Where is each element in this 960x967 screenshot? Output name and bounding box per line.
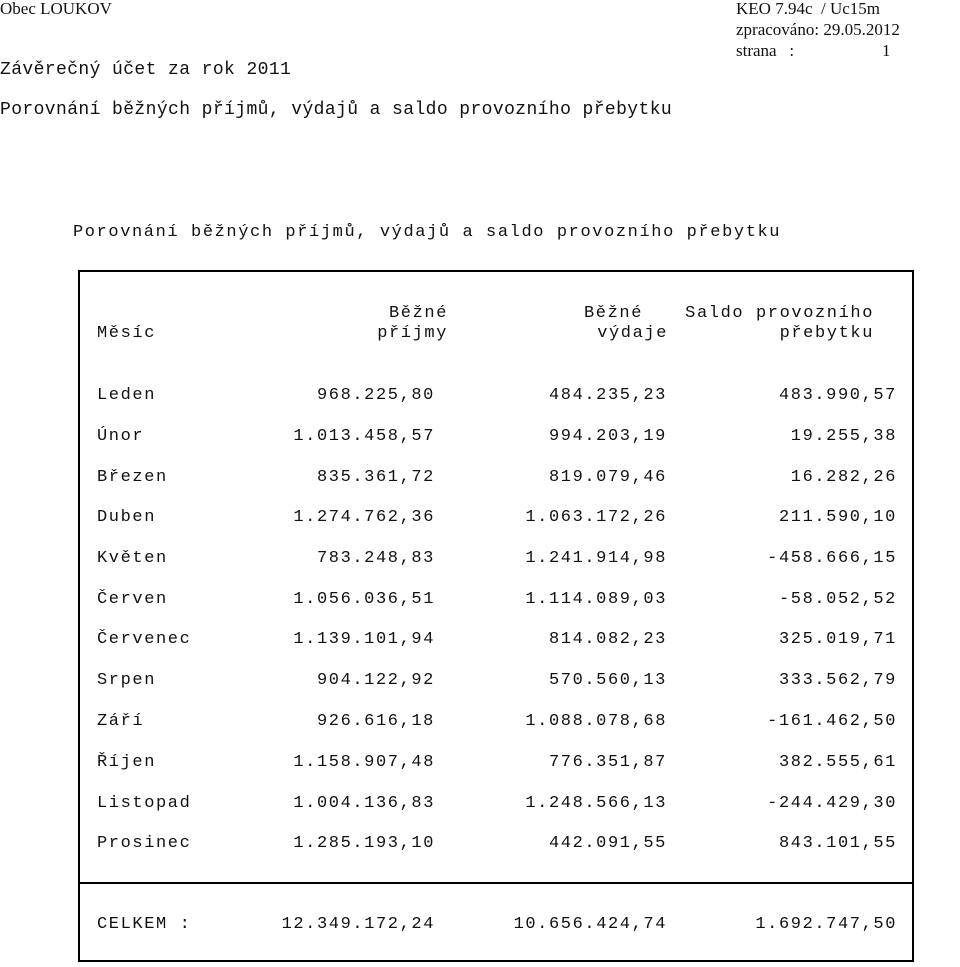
- table-frame: [78, 270, 914, 962]
- row-balance: 16.282,26: [790, 468, 897, 487]
- row-expense: 570.560,13: [548, 671, 667, 690]
- row-balance: 211.590,10: [778, 508, 897, 527]
- row-expense: 814.082,23: [548, 630, 667, 649]
- page-label: strana :: [736, 41, 795, 60]
- row-expense: 1.114.089,03: [525, 590, 667, 609]
- row-income: 926.616,18: [316, 712, 435, 731]
- row-month: Říjen: [97, 753, 157, 772]
- header-expense-line2: výdaje: [597, 324, 668, 343]
- organization-name: Obec LOUKOV: [0, 0, 112, 18]
- row-balance: 19.255,38: [790, 427, 897, 446]
- row-month: Květen: [97, 549, 168, 568]
- row-balance: 483.990,57: [778, 386, 897, 405]
- row-income: 835.361,72: [316, 468, 435, 487]
- header-expense-line1: Běžné: [583, 304, 643, 323]
- section-title: Porovnání běžných příjmů, výdajů a saldo provozního přebytku: [0, 100, 673, 120]
- row-balance: 333.562,79: [778, 671, 897, 690]
- row-month: Srpen: [97, 671, 157, 690]
- page-number: 1: [882, 41, 891, 60]
- row-month: Září: [97, 712, 145, 731]
- row-expense: 1.248.566,13: [525, 794, 667, 813]
- row-month: Červenec: [97, 630, 192, 649]
- row-month: Březen: [97, 468, 168, 487]
- header-balance-line2: přebytku: [779, 324, 874, 343]
- total-divider: [78, 882, 914, 884]
- table-title: Porovnání běžných příjmů, výdajů a saldo provozního přebytku: [73, 223, 782, 242]
- row-income: 1.056.036,51: [293, 590, 435, 609]
- row-month: Únor: [97, 427, 145, 446]
- row-income: 1.274.762,36: [293, 508, 435, 527]
- total-income: 12.349.172,24: [281, 915, 435, 934]
- total-expense: 10.656.424,74: [513, 915, 667, 934]
- program-version: KEO 7.94c / Uc15m: [736, 0, 881, 18]
- total-label: CELKEM :: [97, 915, 192, 934]
- row-balance: -244.429,30: [767, 794, 897, 813]
- row-balance: 325.019,71: [778, 630, 897, 649]
- processed-date: zpracováno: 29.05.2012: [736, 20, 900, 39]
- row-month: Prosinec: [97, 834, 192, 853]
- row-balance: -458.666,15: [767, 549, 897, 568]
- row-income: 1.004.136,83: [293, 794, 435, 813]
- row-expense: 1.063.172,26: [525, 508, 667, 527]
- row-income: 1.158.907,48: [293, 753, 435, 772]
- header-income-line2: příjmy: [377, 324, 448, 343]
- row-income: 1.285.193,10: [293, 834, 435, 853]
- row-income: 904.122,92: [316, 671, 435, 690]
- row-month: Červen: [97, 590, 168, 609]
- report-title: Závěrečný účet za rok 2011: [0, 60, 292, 80]
- row-balance: 843.101,55: [778, 834, 897, 853]
- row-balance: -161.462,50: [767, 712, 897, 731]
- row-balance: 382.555,61: [778, 753, 897, 772]
- row-expense: 442.091,55: [548, 834, 667, 853]
- row-expense: 776.351,87: [548, 753, 667, 772]
- row-income: 1.013.458,57: [293, 427, 435, 446]
- row-expense: 994.203,19: [548, 427, 667, 446]
- row-expense: 484.235,23: [548, 386, 667, 405]
- row-month: Duben: [97, 508, 157, 527]
- header-income-line1: Běžné: [388, 304, 448, 323]
- row-income: 783.248,83: [316, 549, 435, 568]
- row-expense: 1.088.078,68: [525, 712, 667, 731]
- total-balance: 1.692.747,50: [755, 915, 897, 934]
- row-balance: -58.052,52: [778, 590, 897, 609]
- header-balance-line1: Saldo provozního: [685, 304, 874, 323]
- row-income: 1.139.101,94: [293, 630, 435, 649]
- row-expense: 819.079,46: [548, 468, 667, 487]
- row-month: Leden: [97, 386, 157, 405]
- header-month: Měsíc: [97, 324, 157, 343]
- row-month: Listopad: [97, 794, 192, 813]
- row-income: 968.225,80: [316, 386, 435, 405]
- row-expense: 1.241.914,98: [525, 549, 667, 568]
